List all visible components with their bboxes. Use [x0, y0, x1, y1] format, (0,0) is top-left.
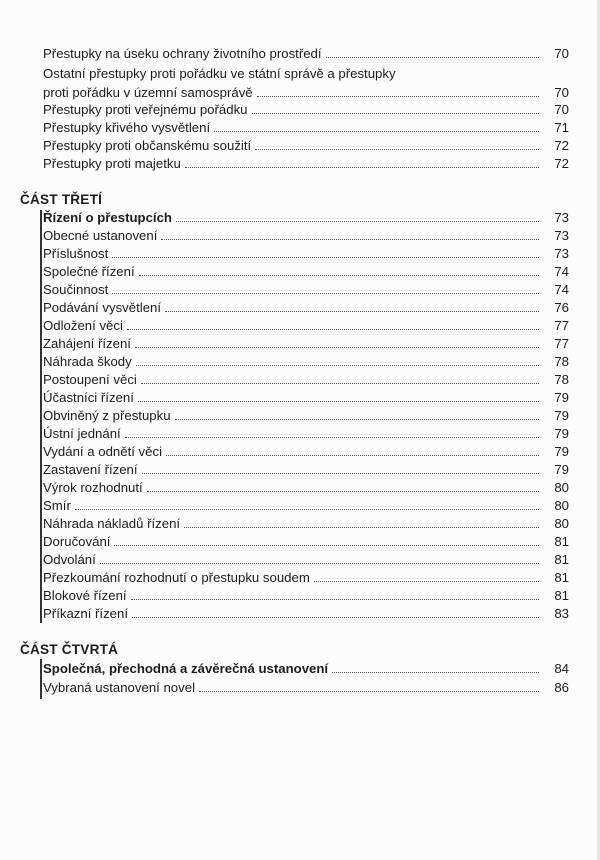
entry-title: Smír [43, 498, 71, 513]
leader-dots [176, 221, 539, 222]
toc-entry [43, 117, 569, 135]
chapter-page: 73 [554, 210, 569, 225]
toc-entry [43, 99, 569, 117]
leader-dots [132, 617, 539, 618]
toc-entry [43, 405, 569, 423]
entry-page: 81 [554, 588, 569, 603]
leader-dots [75, 509, 539, 510]
leader-dots [184, 527, 539, 528]
entry-page: 79 [554, 390, 569, 405]
leader-dots [175, 419, 539, 420]
leader-dots [166, 455, 539, 456]
leader-dots [112, 257, 539, 258]
toc-entry [43, 333, 569, 351]
toc-entry [43, 477, 569, 495]
part-four-heading: ČÁST ČTVRTÁ [20, 642, 119, 657]
entry-page: 70 [554, 102, 569, 117]
toc-entry [43, 603, 569, 621]
leader-dots [142, 473, 539, 474]
entry-page: 81 [554, 552, 569, 567]
leader-dots [252, 113, 539, 114]
toc-entry [43, 549, 569, 567]
toc-entry [43, 531, 569, 549]
entry-title: Obviněný z přestupku [43, 408, 171, 423]
entry-title: Příslušnost [43, 246, 109, 261]
toc-entry [43, 387, 569, 405]
entry-title: Vydání a odnětí věci [43, 444, 163, 459]
entry-title: Součinnost [43, 282, 109, 297]
toc-entry [43, 297, 569, 315]
entry-page: 77 [554, 318, 569, 333]
entry-page: 79 [554, 426, 569, 441]
leader-dots [135, 347, 539, 348]
leader-dots [147, 491, 539, 492]
entry-title: Přestupky proti občanskému soužití [43, 138, 252, 153]
leader-dots [141, 383, 539, 384]
entry-page: 79 [554, 462, 569, 477]
entry-page: 73 [554, 228, 569, 243]
entry-title: Vybraná ustanovení novel [43, 680, 196, 695]
entry-page: 80 [554, 480, 569, 495]
toc-chapter [43, 658, 569, 676]
toc-entry [43, 459, 569, 477]
toc-entry [43, 567, 569, 585]
entry-page: 86 [554, 680, 569, 695]
entry-page: 72 [554, 138, 569, 153]
toc-entry [43, 279, 569, 297]
entry-page: 73 [554, 246, 569, 261]
leader-dots [114, 545, 539, 546]
leader-dots [131, 599, 539, 600]
entry-title: Příkazní řízení [43, 606, 129, 621]
entry-title: Ústní jednání [43, 426, 121, 441]
toc-entry [43, 135, 569, 153]
leader-dots [165, 311, 539, 312]
entry-title: Účastníci řízení [43, 390, 134, 405]
entry-title: Společné řízení [43, 264, 135, 279]
entry-title: Blokové řízení [43, 588, 127, 603]
entry-page: 80 [554, 516, 569, 531]
entry-page: 83 [554, 606, 569, 621]
toc-entry [43, 585, 569, 603]
entry-page: 70 [554, 46, 569, 61]
entry-title: Zastavení řízení [43, 462, 138, 477]
entry-page: 74 [554, 282, 569, 297]
entry-page: 78 [554, 372, 569, 387]
chapter-title: Společná, přechodná a závěrečná ustanovení [43, 661, 329, 676]
part-four-rule [40, 659, 42, 699]
leader-dots [100, 563, 539, 564]
toc-entry [43, 63, 569, 81]
entry-page: 80 [554, 498, 569, 513]
toc-entry [43, 677, 569, 695]
entry-page: 74 [554, 264, 569, 279]
leader-dots [199, 691, 539, 692]
entry-title: Přestupky křivého vysvětlení [43, 120, 211, 135]
leader-dots [112, 293, 539, 294]
leader-dots [326, 57, 539, 58]
leader-dots [127, 329, 539, 330]
entry-title: Náhrada škody [43, 354, 132, 369]
toc-entry [43, 243, 569, 261]
entry-title: Přestupky proti majetku [43, 156, 181, 171]
entry-title: Postoupení věci [43, 372, 137, 387]
leader-dots [161, 239, 539, 240]
part-three-rule [40, 210, 42, 623]
leader-dots [125, 437, 539, 438]
entry-title: Výrok rozhodnutí [43, 480, 143, 495]
toc-entry [43, 225, 569, 243]
entry-page: 77 [554, 336, 569, 351]
entry-title: Zahájení řízení [43, 336, 131, 351]
entry-title: Odložení věci [43, 318, 123, 333]
entry-title: Přestupky proti veřejnému pořádku [43, 102, 248, 117]
leader-dots [314, 581, 539, 582]
entry-page: 76 [554, 300, 569, 315]
leader-dots [138, 401, 539, 402]
toc-entry [43, 261, 569, 279]
entry-title: Přezkoumání rozhodnutí o přestupku soudem [43, 570, 310, 585]
entry-title: Ostatní přestupky proti pořádku ve státní správě a přestupky [43, 66, 396, 81]
entry-page: 79 [554, 444, 569, 459]
entry-title: Obecné ustanovení [43, 228, 158, 243]
entry-page: 78 [554, 354, 569, 369]
toc-entry [43, 369, 569, 387]
leader-dots [139, 275, 539, 276]
toc-entry [43, 513, 569, 531]
entry-page: 81 [554, 570, 569, 585]
toc-entry [43, 495, 569, 513]
part-three-heading: ČÁST TŘETÍ [20, 192, 103, 207]
toc-entry [43, 43, 569, 61]
entry-title: Podávání vysvětlení [43, 300, 162, 315]
chapter-title: Řízení o přestupcích [43, 210, 172, 225]
entry-title: proti pořádku v územní samosprávě [43, 85, 253, 100]
entry-title: Doručování [43, 534, 111, 549]
entry-page: 70 [554, 85, 569, 100]
leader-dots [255, 149, 539, 150]
entry-title: Náhrada nákladů řízení [43, 516, 181, 531]
chapter-page: 84 [554, 661, 569, 676]
toc-entry [43, 351, 569, 369]
entry-title: Odvolání [43, 552, 96, 567]
toc-entry [43, 423, 569, 441]
entry-page: 79 [554, 408, 569, 423]
entry-page: 72 [554, 156, 569, 171]
entry-title: Přestupky na úseku ochrany životního prostředí [43, 46, 322, 61]
toc-entry [43, 441, 569, 459]
toc-entry [43, 315, 569, 333]
leader-dots [185, 167, 539, 168]
leader-dots [332, 672, 539, 673]
toc-chapter [43, 207, 569, 225]
toc-entry [43, 153, 569, 171]
leader-dots [257, 96, 539, 97]
entry-page: 71 [554, 120, 569, 135]
toc-entry [43, 82, 569, 100]
leader-dots [214, 131, 539, 132]
leader-dots [136, 365, 539, 366]
entry-page: 81 [554, 534, 569, 549]
